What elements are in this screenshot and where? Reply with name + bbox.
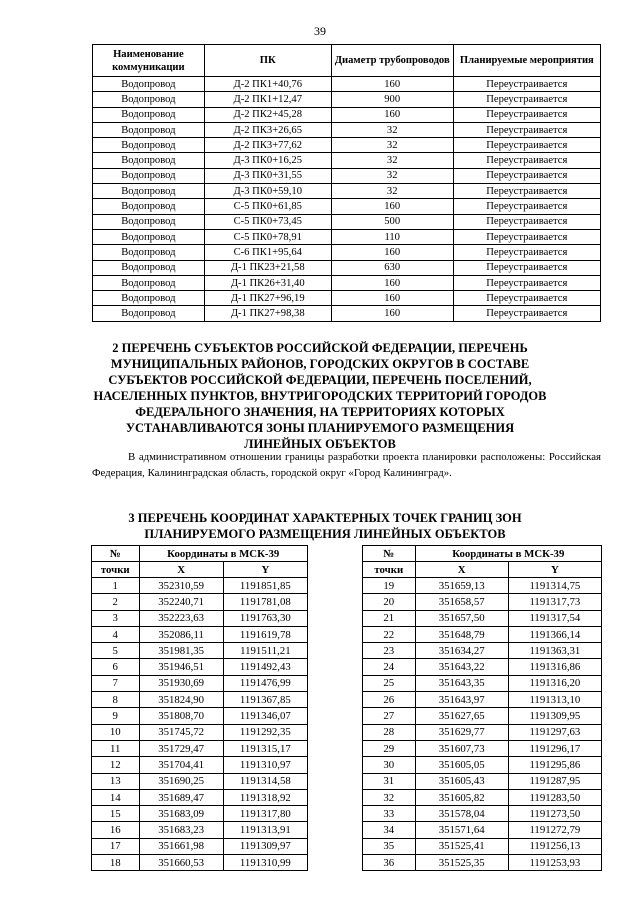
section-2-heading bbox=[70, 340, 570, 452]
table-row bbox=[92, 855, 308, 871]
table-cell: 1191313,91 bbox=[223, 822, 307, 838]
heading-line: СУБЪЕКТОВ РОССИЙСКОЙ ФЕДЕРАЦИИ, ПЕРЕЧЕНЬ ПОСЕЛЕНИЙ, bbox=[108, 373, 532, 387]
table-cell: С-5 ПК0+78,91 bbox=[204, 229, 331, 244]
table-cell: 1191316,86 bbox=[508, 659, 601, 675]
table-cell: 15 bbox=[92, 806, 140, 822]
table-cell: 1191310,99 bbox=[223, 855, 307, 871]
table-row bbox=[93, 138, 601, 153]
table-row bbox=[363, 610, 602, 626]
header-x: X bbox=[415, 562, 508, 578]
table-cell: 351981,35 bbox=[139, 643, 223, 659]
table-cell: 1191763,30 bbox=[223, 610, 307, 626]
table-cell: 10 bbox=[92, 724, 140, 740]
table-cell: 9 bbox=[92, 708, 140, 724]
table-cell: 351808,70 bbox=[139, 708, 223, 724]
table-cell: 13 bbox=[92, 773, 140, 789]
heading-line: МУНИЦИПАЛЬНЫХ РАЙОНОВ, ГОРОДСКИХ ОКРУГОВ В СОСТАВЕ bbox=[110, 357, 530, 371]
table-cell: 1191315,17 bbox=[223, 740, 307, 756]
table-cell: Водопровод bbox=[93, 245, 205, 260]
table-cell: 29 bbox=[363, 740, 416, 756]
table-cell: 34 bbox=[363, 822, 416, 838]
table-cell: 30 bbox=[363, 757, 416, 773]
table-cell: 24 bbox=[363, 659, 416, 675]
table-cell: 1191619,78 bbox=[223, 626, 307, 642]
table-cell: Переустраивается bbox=[453, 275, 600, 290]
table-cell: Переустраивается bbox=[453, 122, 600, 137]
table-cell: 17 bbox=[92, 838, 140, 854]
table-cell: 351605,05 bbox=[415, 757, 508, 773]
table-cell: Водопровод bbox=[93, 92, 205, 107]
table-cell: Д-2 ПК3+77,62 bbox=[204, 138, 331, 153]
table-cell: 21 bbox=[363, 610, 416, 626]
table-cell: 351660,53 bbox=[139, 855, 223, 871]
table-cell: 2 bbox=[92, 594, 140, 610]
table-cell: Переустраивается bbox=[453, 107, 600, 122]
table-row bbox=[92, 708, 308, 724]
table-cell: Водопровод bbox=[93, 168, 205, 183]
table-cell: Д-2 ПК2+45,28 bbox=[204, 107, 331, 122]
table-cell: 351629,77 bbox=[415, 724, 508, 740]
table-cell: 1191273,50 bbox=[508, 806, 601, 822]
table-row bbox=[93, 153, 601, 168]
table-cell: 1191253,93 bbox=[508, 855, 601, 871]
table-row bbox=[92, 838, 308, 854]
table-cell: Д-2 ПК3+26,65 bbox=[204, 122, 331, 137]
table-cell: 160 bbox=[331, 77, 453, 92]
table-cell: 1191781,08 bbox=[223, 594, 307, 610]
table-cell: 160 bbox=[331, 245, 453, 260]
table-row bbox=[93, 260, 601, 275]
table-cell: 351571,64 bbox=[415, 822, 508, 838]
table-row bbox=[92, 692, 308, 708]
table-cell: 18 bbox=[92, 855, 140, 871]
table-cell: 1 bbox=[92, 578, 140, 594]
table-row bbox=[92, 594, 308, 610]
table-row bbox=[363, 838, 602, 854]
table-row bbox=[92, 773, 308, 789]
table-cell: 351689,47 bbox=[139, 789, 223, 805]
table-cell: 14 bbox=[92, 789, 140, 805]
table-cell: 351657,50 bbox=[415, 610, 508, 626]
table-cell: 27 bbox=[363, 708, 416, 724]
table-cell: 1191272,79 bbox=[508, 822, 601, 838]
header-y: Y bbox=[223, 562, 307, 578]
table-row bbox=[93, 306, 601, 321]
table-cell: Переустраивается bbox=[453, 260, 600, 275]
table-cell: 16 bbox=[92, 822, 140, 838]
table-cell: С-5 ПК0+61,85 bbox=[204, 199, 331, 214]
table-cell: 22 bbox=[363, 626, 416, 642]
table-cell: 351658,57 bbox=[415, 594, 508, 610]
table-row bbox=[93, 107, 601, 122]
table-cell: 351578,04 bbox=[415, 806, 508, 822]
table-cell: 4 bbox=[92, 626, 140, 642]
table-row bbox=[363, 773, 602, 789]
table-cell: 1191318,92 bbox=[223, 789, 307, 805]
table-cell: 351634,27 bbox=[415, 643, 508, 659]
table-cell: Д-1 ПК27+98,38 bbox=[204, 306, 331, 321]
table-row bbox=[363, 708, 602, 724]
header-coords: Координаты в МСК-39 bbox=[415, 546, 601, 562]
table-cell: 351605,43 bbox=[415, 773, 508, 789]
table-cell: 351643,35 bbox=[415, 675, 508, 691]
table-cell: 23 bbox=[363, 643, 416, 659]
table-cell: 32 bbox=[363, 789, 416, 805]
table-row bbox=[92, 643, 308, 659]
table-row bbox=[93, 245, 601, 260]
utilities-table bbox=[92, 44, 601, 322]
table-cell: 1191295,86 bbox=[508, 757, 601, 773]
header-y: Y bbox=[508, 562, 601, 578]
table-row bbox=[92, 822, 308, 838]
coordinates-table-left bbox=[91, 545, 308, 871]
table-cell: 1191297,63 bbox=[508, 724, 601, 740]
table-cell: Водопровод bbox=[93, 77, 205, 92]
table-row bbox=[92, 578, 308, 594]
table-row bbox=[92, 806, 308, 822]
table-cell: Водопровод bbox=[93, 291, 205, 306]
table-cell: 1191492,43 bbox=[223, 659, 307, 675]
table-cell: 1191317,73 bbox=[508, 594, 601, 610]
table-cell: Д-2 ПК1+40,76 bbox=[204, 77, 331, 92]
table-row bbox=[363, 643, 602, 659]
table-cell: Водопровод bbox=[93, 275, 205, 290]
table-cell: 351607,73 bbox=[415, 740, 508, 756]
table-cell: Водопровод bbox=[93, 153, 205, 168]
table-cell: 1191316,20 bbox=[508, 675, 601, 691]
table-row bbox=[363, 724, 602, 740]
heading-line: УСТАНАВЛИВАЮТСЯ ЗОНЫ ПЛАНИРУЕМОГО РАЗМЕЩЕНИЯ bbox=[125, 421, 515, 435]
table-cell: 160 bbox=[331, 199, 453, 214]
table-cell: 36 bbox=[363, 855, 416, 871]
table-cell: 351729,47 bbox=[139, 740, 223, 756]
table-cell: 1191296,17 bbox=[508, 740, 601, 756]
table-cell: Переустраивается bbox=[453, 77, 600, 92]
table-row bbox=[363, 822, 602, 838]
table-cell: 351704,41 bbox=[139, 757, 223, 773]
table-cell: 33 bbox=[363, 806, 416, 822]
table-row bbox=[363, 740, 602, 756]
table-cell: Водопровод bbox=[93, 184, 205, 199]
table-cell: 1191310,97 bbox=[223, 757, 307, 773]
table-cell: 1191314,58 bbox=[223, 773, 307, 789]
table-row bbox=[93, 214, 601, 229]
table-cell: 1191314,75 bbox=[508, 578, 601, 594]
table-cell: Переустраивается bbox=[453, 138, 600, 153]
table-cell: Водопровод bbox=[93, 138, 205, 153]
table-cell: 32 bbox=[331, 168, 453, 183]
table-cell: 352310,59 bbox=[139, 578, 223, 594]
table-cell: Переустраивается bbox=[453, 168, 600, 183]
header-measures: Планируемые мероприятия bbox=[453, 45, 600, 77]
table-cell: 352223,63 bbox=[139, 610, 223, 626]
table-cell: Переустраивается bbox=[453, 153, 600, 168]
table-row bbox=[93, 122, 601, 137]
table-cell: Водопровод bbox=[93, 199, 205, 214]
table-cell: Переустраивается bbox=[453, 214, 600, 229]
table-cell: 12 bbox=[92, 757, 140, 773]
heading-line: ПЛАНИРУЕМОГО РАЗМЕЩЕНИЯ ЛИНЕЙНЫХ ОБЪЕКТОВ bbox=[144, 527, 506, 541]
table-row bbox=[93, 92, 601, 107]
header-x: X bbox=[139, 562, 223, 578]
table-cell: 19 bbox=[363, 578, 416, 594]
table-row bbox=[363, 692, 602, 708]
table-row bbox=[92, 626, 308, 642]
table-cell: 351659,13 bbox=[415, 578, 508, 594]
table-cell: 1191292,35 bbox=[223, 724, 307, 740]
table-cell: Д-3 ПК0+16,25 bbox=[204, 153, 331, 168]
table-cell: 1191363,31 bbox=[508, 643, 601, 659]
table-cell: 352086,11 bbox=[139, 626, 223, 642]
table-cell: 20 bbox=[363, 594, 416, 610]
table-cell: Д-1 ПК23+21,58 bbox=[204, 260, 331, 275]
table-cell: Водопровод bbox=[93, 122, 205, 137]
header-no: № bbox=[363, 546, 416, 562]
header-point: точки bbox=[92, 562, 140, 578]
table-cell: Водопровод bbox=[93, 306, 205, 321]
table-cell: 352240,71 bbox=[139, 594, 223, 610]
table-cell: Водопровод bbox=[93, 260, 205, 275]
heading-line: ФЕДЕРАЛЬНОГО ЗНАЧЕНИЯ, НА ТЕРРИТОРИЯХ КОТОРЫХ bbox=[135, 405, 505, 419]
table-cell: Водопровод bbox=[93, 229, 205, 244]
table-cell: 3 bbox=[92, 610, 140, 626]
table-cell: Переустраивается bbox=[453, 229, 600, 244]
heading-line: 3 ПЕРЕЧЕНЬ КООРДИНАТ ХАРАКТЕРНЫХ ТОЧЕК ГРАНИЦ ЗОН bbox=[128, 511, 522, 525]
table-row bbox=[363, 594, 602, 610]
paragraph-text: В административном отношении границы разработки проекта планировки расположены: Российская Федерация, Калининградская область, городской округ «Город Калининград». bbox=[92, 451, 601, 479]
table-cell: Д-3 ПК0+59,10 bbox=[204, 184, 331, 199]
table-cell: 160 bbox=[331, 107, 453, 122]
table-cell: 160 bbox=[331, 306, 453, 321]
table-cell: С-6 ПК1+95,64 bbox=[204, 245, 331, 260]
table-cell: 7 bbox=[92, 675, 140, 691]
table-cell: 1191256,13 bbox=[508, 838, 601, 854]
utilities-table-body bbox=[93, 77, 601, 322]
table-cell: 28 bbox=[363, 724, 416, 740]
table-cell: 32 bbox=[331, 138, 453, 153]
table-cell: 1191309,95 bbox=[508, 708, 601, 724]
table-cell: 32 bbox=[331, 184, 453, 199]
table-row bbox=[363, 675, 602, 691]
table-row bbox=[92, 789, 308, 805]
table-cell: 351648,79 bbox=[415, 626, 508, 642]
coordinates-left-body bbox=[92, 578, 308, 871]
table-cell: 160 bbox=[331, 291, 453, 306]
table-cell: 351643,97 bbox=[415, 692, 508, 708]
table-cell: 31 bbox=[363, 773, 416, 789]
table-cell: Водопровод bbox=[93, 214, 205, 229]
table-cell: 351930,69 bbox=[139, 675, 223, 691]
table-cell: Д-1 ПК27+96,19 bbox=[204, 291, 331, 306]
table-header-row bbox=[93, 45, 601, 77]
table-cell: 25 bbox=[363, 675, 416, 691]
table-cell: 6 bbox=[92, 659, 140, 675]
section-2-paragraph bbox=[92, 449, 601, 481]
table-cell: 1191346,07 bbox=[223, 708, 307, 724]
table-row bbox=[363, 789, 602, 805]
table-cell: 351525,41 bbox=[415, 838, 508, 854]
table-row bbox=[93, 168, 601, 183]
table-row bbox=[93, 291, 601, 306]
header-no: № bbox=[92, 546, 140, 562]
table-row bbox=[92, 675, 308, 691]
table-cell: 500 bbox=[331, 214, 453, 229]
table-cell: 1191309,97 bbox=[223, 838, 307, 854]
table-cell: 26 bbox=[363, 692, 416, 708]
table-cell: Д-1 ПК26+31,40 bbox=[204, 275, 331, 290]
table-cell: 1191476,99 bbox=[223, 675, 307, 691]
table-cell: 351745,72 bbox=[139, 724, 223, 740]
table-row bbox=[363, 806, 602, 822]
table-cell: 351683,23 bbox=[139, 822, 223, 838]
table-cell: Переустраивается bbox=[453, 306, 600, 321]
table-cell: С-5 ПК0+73,45 bbox=[204, 214, 331, 229]
table-cell: Переустраивается bbox=[453, 92, 600, 107]
table-cell: 351946,51 bbox=[139, 659, 223, 675]
section-3-heading bbox=[85, 510, 565, 542]
table-cell: 1191851,85 bbox=[223, 578, 307, 594]
table-cell: 351690,25 bbox=[139, 773, 223, 789]
table-row bbox=[363, 659, 602, 675]
table-cell: 1191367,85 bbox=[223, 692, 307, 708]
page-number: 39 bbox=[314, 24, 326, 38]
table-cell: 1191313,10 bbox=[508, 692, 601, 708]
table-row bbox=[93, 184, 601, 199]
table-cell: Переустраивается bbox=[453, 184, 600, 199]
table-cell: Д-2 ПК1+12,47 bbox=[204, 92, 331, 107]
header-communication: Наименование коммуникации bbox=[93, 45, 205, 77]
table-cell: 160 bbox=[331, 275, 453, 290]
table-cell: 351525,35 bbox=[415, 855, 508, 871]
table-cell: 5 bbox=[92, 643, 140, 659]
table-cell: 35 bbox=[363, 838, 416, 854]
table-row bbox=[93, 77, 601, 92]
table-cell: 1191287,95 bbox=[508, 773, 601, 789]
table-row bbox=[92, 757, 308, 773]
table-cell: 110 bbox=[331, 229, 453, 244]
header-point: точки bbox=[363, 562, 416, 578]
table-cell: 351643,22 bbox=[415, 659, 508, 675]
table-cell: Д-3 ПК0+31,55 bbox=[204, 168, 331, 183]
table-cell: 32 bbox=[331, 153, 453, 168]
table-cell: 1191283,50 bbox=[508, 789, 601, 805]
coordinates-table-right bbox=[362, 545, 602, 871]
table-row bbox=[93, 229, 601, 244]
table-cell: 900 bbox=[331, 92, 453, 107]
table-cell: 1191366,14 bbox=[508, 626, 601, 642]
table-cell: 351605,82 bbox=[415, 789, 508, 805]
table-cell: 351627,65 bbox=[415, 708, 508, 724]
table-row bbox=[363, 578, 602, 594]
header-diameter: Диаметр трубопроводов bbox=[331, 45, 453, 77]
table-row bbox=[92, 724, 308, 740]
table-cell: 1191317,80 bbox=[223, 806, 307, 822]
table-cell: 351683,09 bbox=[139, 806, 223, 822]
table-cell: Переустраивается bbox=[453, 291, 600, 306]
table-row bbox=[92, 659, 308, 675]
table-cell: 1191511,21 bbox=[223, 643, 307, 659]
table-cell: Переустраивается bbox=[453, 199, 600, 214]
table-row bbox=[363, 626, 602, 642]
table-cell: 630 bbox=[331, 260, 453, 275]
header-pk: ПК bbox=[204, 45, 331, 77]
table-row bbox=[92, 610, 308, 626]
table-cell: 351824,90 bbox=[139, 692, 223, 708]
table-row bbox=[363, 757, 602, 773]
table-row bbox=[363, 855, 602, 871]
header-coords: Координаты в МСК-39 bbox=[139, 546, 307, 562]
table-cell: 1191317,54 bbox=[508, 610, 601, 626]
table-cell: 351661,98 bbox=[139, 838, 223, 854]
table-row bbox=[92, 740, 308, 756]
heading-line: ЛИНЕЙНЫХ ОБЪЕКТОВ bbox=[244, 437, 396, 451]
coordinates-right-body bbox=[363, 578, 602, 871]
table-cell: 32 bbox=[331, 122, 453, 137]
table-cell: 11 bbox=[92, 740, 140, 756]
table-row bbox=[93, 275, 601, 290]
table-row bbox=[93, 199, 601, 214]
table-cell: Переустраивается bbox=[453, 245, 600, 260]
heading-line: 2 ПЕРЕЧЕНЬ СУБЪЕКТОВ РОССИЙСКОЙ ФЕДЕРАЦИИ, ПЕРЕЧЕНЬ bbox=[112, 341, 528, 355]
table-cell: Водопровод bbox=[93, 107, 205, 122]
heading-line: НАСЕЛЕННЫХ ПУНКТОВ, ВНУТРИГОРОДСКИХ ТЕРРИТОРИЙ ГОРОДОВ bbox=[93, 389, 547, 403]
table-cell: 8 bbox=[92, 692, 140, 708]
